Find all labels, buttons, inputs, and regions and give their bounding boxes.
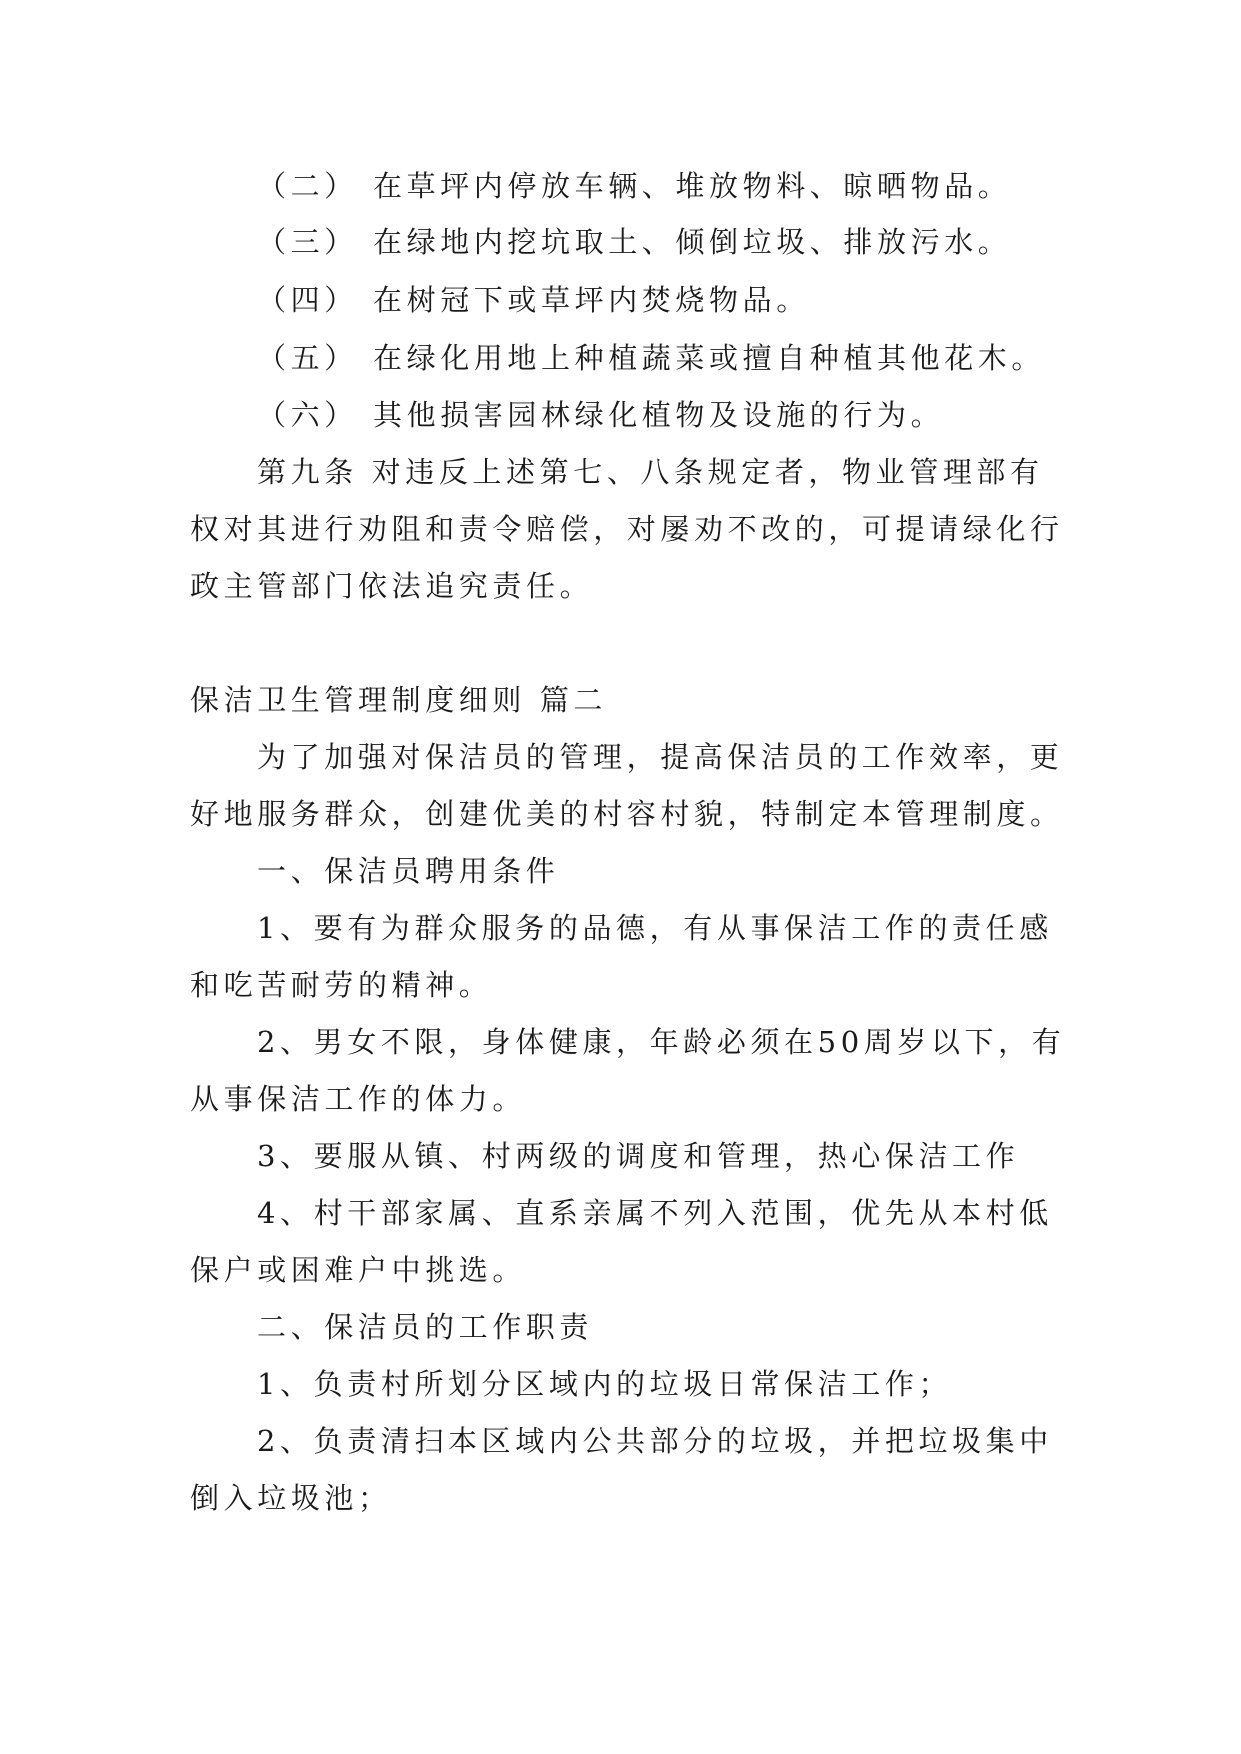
duty-2-line-1: 2、负责清扫本区域内公共部分的垃圾，并把垃圾集中: [257, 1424, 1053, 1458]
list-item-text: 其他损害园林绿化植物及设施的行为。: [373, 398, 945, 432]
article9-line-1: 第九条 对违反上述第七、八条规定者，物业管理部有: [257, 455, 1044, 489]
list-item-number: （三）: [257, 225, 358, 259]
condition-3-line-1: 3、要服从镇、村两级的调度和管理，热心保洁工作: [257, 1139, 1020, 1173]
list-item-3: [257, 222, 1011, 262]
list-item-5: [257, 338, 1045, 378]
list-item-4: [257, 280, 810, 320]
list-item-2: [257, 166, 1011, 206]
article9-line-2: 权对其进行劝阻和责令赔偿，对屡劝不改的，可提请绿化行: [190, 512, 1064, 546]
heading-duties: 二、保洁员的工作职责: [257, 1310, 594, 1344]
list-item-text: 在绿化用地上种植蔬菜或擅自种植其他花木。: [373, 341, 1046, 375]
list-item-text: 在树冠下或草坪内焚烧物品。: [373, 283, 810, 317]
list-item-number: （二）: [257, 169, 358, 203]
list-item-number: （六）: [257, 398, 358, 432]
list-item-text: 在草坪内停放车辆、堆放物料、晾晒物品。: [373, 169, 1012, 203]
heading-hiring-conditions: 一、保洁员聘用条件: [257, 854, 560, 888]
list-item-6: [257, 395, 944, 435]
intro-line-1: 为了加强对保洁员的管理，提高保洁员的工作效率，更: [257, 740, 1064, 774]
condition-1-line-2: 和吃苦耐劳的精神。: [190, 968, 493, 1002]
article9-line-3: 政主管部门依法追究责任。: [190, 569, 594, 603]
condition-2-line-2: 从事保洁工作的体力。: [190, 1082, 527, 1116]
duty-1-line-1: 1、负责村所划分区域内的垃圾日常保洁工作；: [257, 1367, 953, 1401]
condition-4-line-2: 保户或困难户中挑选。: [190, 1253, 527, 1287]
condition-4-line-1: 4、村干部家属、直系亲属不列入范围，优先从本村低: [257, 1196, 1053, 1230]
list-item-number: （四）: [257, 283, 358, 317]
intro-line-2: 好地服务群众，创建优美的村容村貌，特制定本管理制度。: [190, 797, 1064, 831]
list-item-text: 在绿地内挖坑取土、倾倒垃圾、排放污水。: [373, 225, 1012, 259]
condition-1-line-1: 1、要有为群众服务的品德，有从事保洁工作的责任感: [257, 911, 1053, 945]
condition-2-line-1: 2、男女不限，身体健康，年龄必须在50周岁以下，有: [257, 1025, 1066, 1059]
list-item-number: （五）: [257, 341, 358, 375]
duty-2-line-2: 倒入垃圾池；: [190, 1481, 392, 1515]
section-title: 保洁卫生管理制度细则 篇二: [190, 683, 608, 717]
